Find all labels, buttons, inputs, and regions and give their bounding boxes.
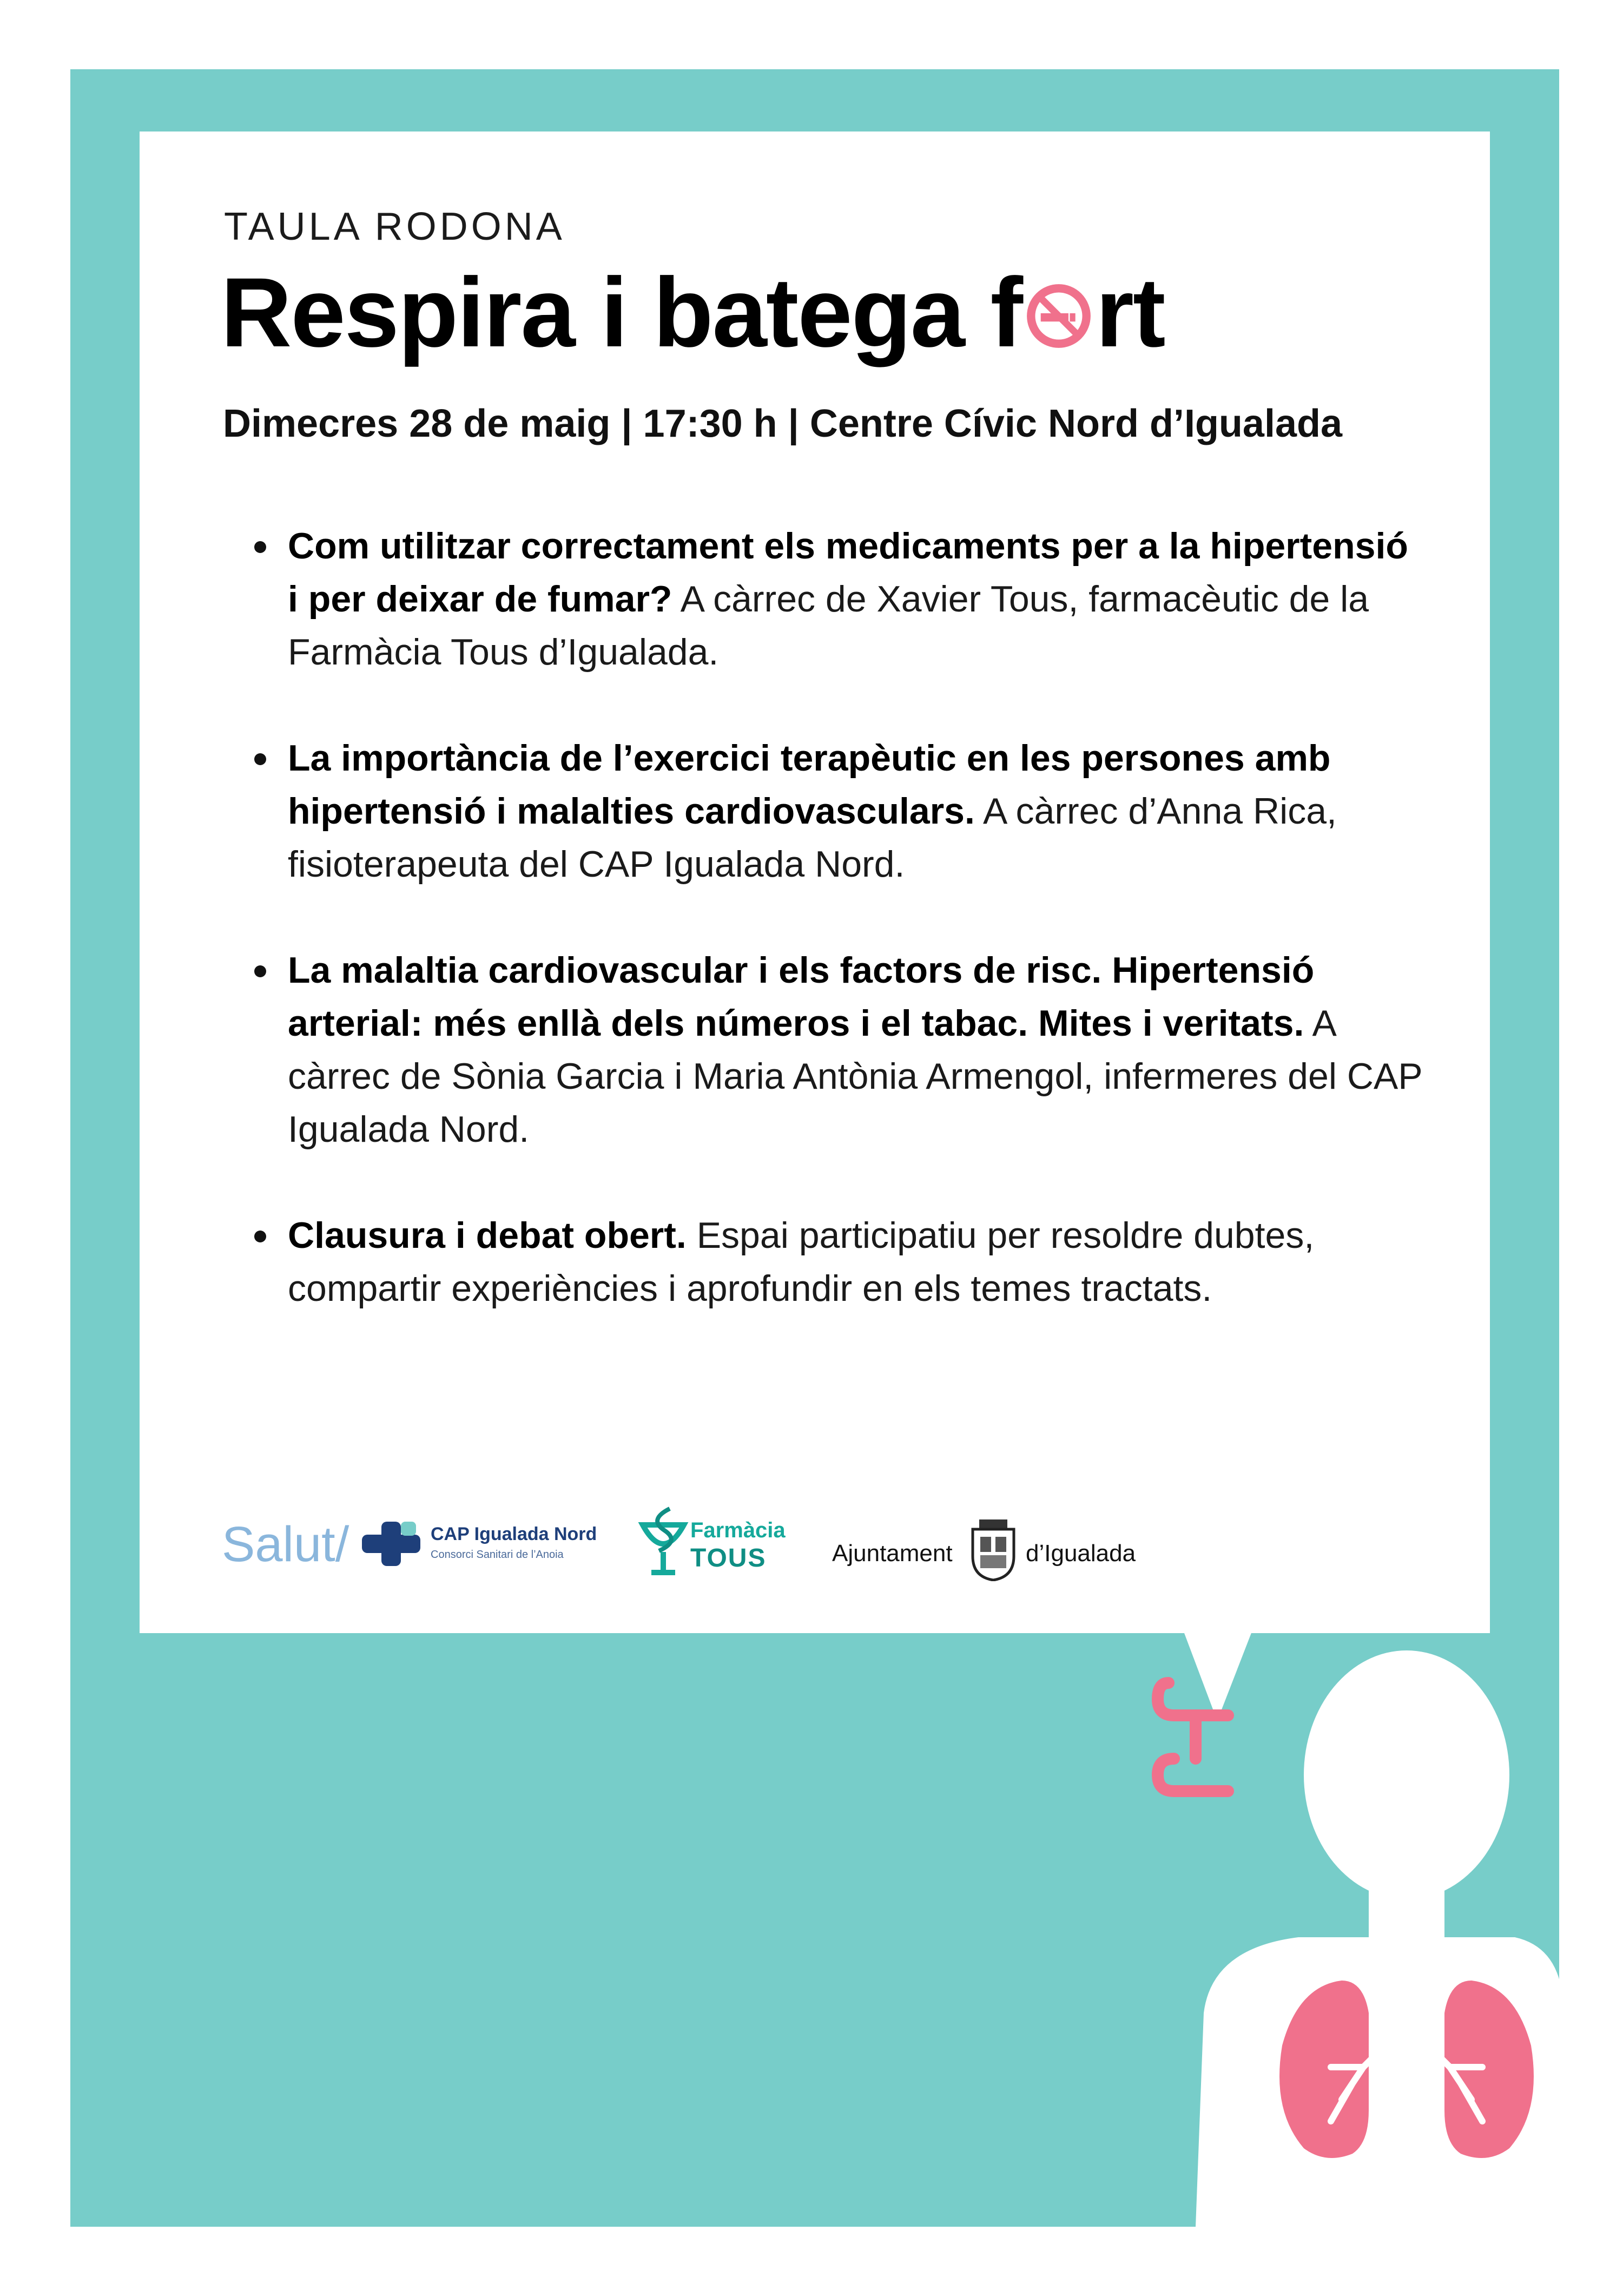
breath-wind-icon: [1158, 1683, 1228, 1791]
bullet-icon: [254, 1231, 266, 1242]
agenda-item-description: A càrrec de Xavier Tous, farmacèutic de la Farmàcia Tous d’Igualada.: [288, 578, 1369, 673]
farmacia-logo-bottom: TOUS: [690, 1544, 767, 1573]
person-lungs-icon: [1136, 1634, 1569, 2229]
event-type-label: TAULA RODONA: [224, 205, 565, 248]
city-seal-icon: [967, 1518, 1019, 1581]
event-title: [221, 257, 1165, 367]
bullet-icon: [254, 753, 266, 765]
cap-logo-subtitle: Consorci Sanitari de l’Anoia: [431, 1549, 564, 1561]
agenda-item: [249, 944, 1428, 1156]
agenda-item-title: La malaltia cardiovascular i els factors de risc. Hipertensió arterial: més enllà dels números i el tabac. Mites i veritats.: [288, 950, 1315, 1044]
agenda-item-description: A càrrec de Sònia Garcia i Maria Antònia Armengol, infermeres del CAP Igualada Nord.: [288, 1003, 1422, 1150]
cross-icon: [359, 1519, 424, 1568]
pharmacy-cup-icon: [637, 1503, 689, 1579]
bullet-icon: [254, 541, 266, 553]
agenda-item: [249, 519, 1428, 679]
sponsor-logos: [221, 1499, 1195, 1586]
agenda-item: [249, 732, 1428, 891]
farmacia-logo-top: Farmàcia: [690, 1518, 786, 1542]
event-title-part2: rt: [1096, 257, 1165, 367]
cap-logo-name: CAP Igualada Nord: [431, 1524, 597, 1544]
bullet-icon: [254, 965, 266, 977]
ajuntament-logo-left: Ajuntament: [832, 1540, 953, 1567]
salut-logo-text: Salut/: [222, 1517, 349, 1572]
agenda-item-title: Clausura i debat obert.: [288, 1215, 687, 1256]
agenda-item-description: A càrrec d’Anna Rica, fisioterapeuta del CAP Igualada Nord.: [288, 791, 1337, 885]
agenda-item-title: Com utilitzar correctament els medicaments per a la hipertensió i per deixar de fumar?: [288, 525, 1408, 620]
agenda-item: [249, 1209, 1428, 1315]
event-date-place: Dimecres 28 de maig | 17:30 h | Centre Cívic Nord d’Igualada: [223, 402, 1343, 445]
event-title-part1: Respira i batega f: [221, 257, 1022, 367]
agenda-list: [249, 519, 1428, 1368]
agenda-item-title: La importància de l’exercici terapèutic en les persones amb hipertensió i malalties cardiovasculars.: [288, 738, 1331, 832]
ajuntament-logo-right: d’Igualada: [1026, 1540, 1136, 1567]
no-smoking-icon: [1024, 281, 1093, 351]
agenda-item-description: Espai participatiu per resoldre dubtes, compartir experiències i aprofundir en els temes tractats.: [288, 1215, 1315, 1309]
